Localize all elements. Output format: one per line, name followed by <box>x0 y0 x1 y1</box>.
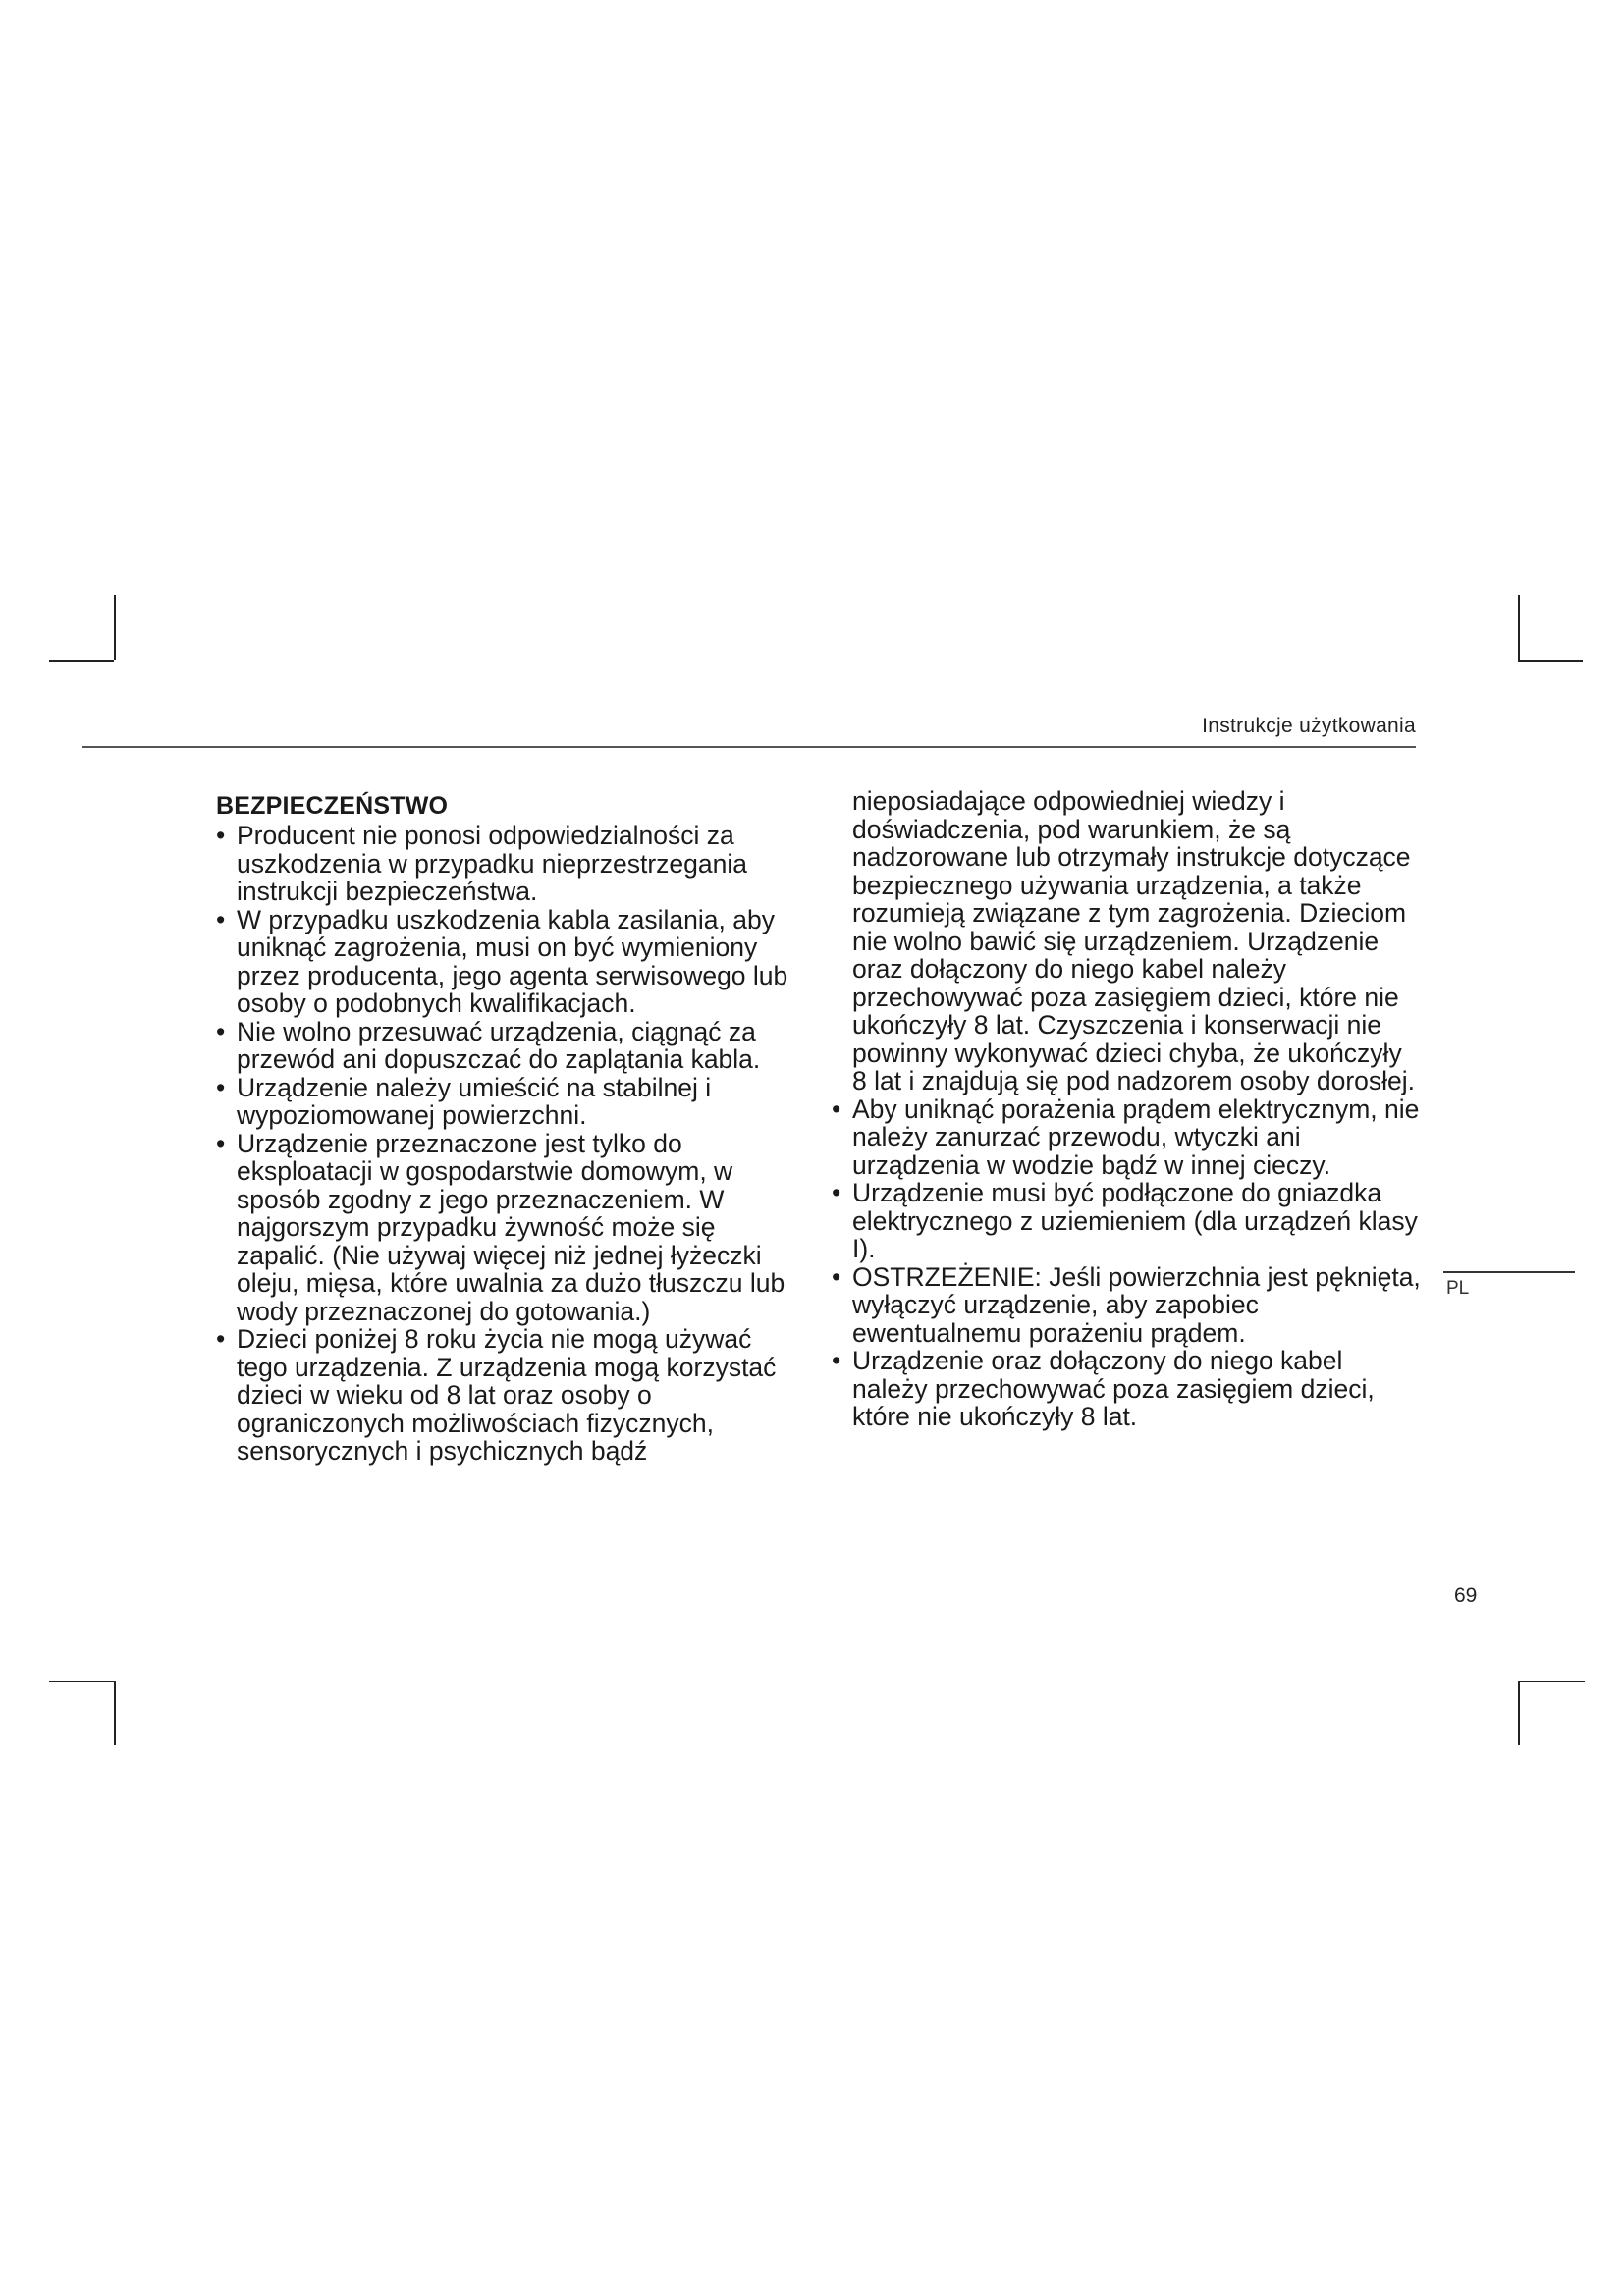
right-column <box>832 787 1421 1431</box>
crop-mark-bottom-left-horizontal <box>49 1681 114 1682</box>
crop-mark-top-right-vertical <box>1518 595 1520 660</box>
list-item: • Producent nie ponosi odpowiedzialności za uszkodzenia w przypadku nieprzestrzegania instrukcji bezpieczeństwa. <box>216 822 805 906</box>
list-item: • Urządzenie przeznaczone jest tylko do eksploatacji w gospodarstwie domowym, w sposób zgodny z jego przeznaczeniem. W najgorszym przypadku żywność może się zapalić. (Nie używaj więcej niż jednej łyżeczki oleju, mięsa, które uwalnia za dużo tłuszczu lub wody przeznaczonej do gotowania.) <box>216 1130 805 1326</box>
language-tab: PL <box>1446 1278 1470 1299</box>
running-header: Instrukcje użytkowania <box>1202 715 1416 737</box>
list-item: • Urządzenie oraz dołączony do niego kabel należy przechowywać poza zasięgiem dzieci, które nie ukończyły 8 lat. <box>832 1347 1421 1431</box>
language-tab-divider <box>1443 1271 1575 1273</box>
crop-mark-top-right-horizontal <box>1518 660 1583 662</box>
list-item: • Dzieci poniżej 8 roku życia nie mogą używać tego urządzenia. Z urządzenia mogą korzystać dzieci w wieku od 8 lat oraz osoby o ograniczonych możliwościach fizycznych, sensorycznych i psychicznych bądź <box>216 1325 805 1466</box>
crop-mark-top-left-vertical <box>114 595 116 660</box>
crop-mark-top-left-horizontal <box>49 660 114 662</box>
list-item-continuation: nieposiadające odpowiedniej wiedzy i doświadczenia, pod warunkiem, że są nadzorowane lub otrzymały instrukcje dotyczące bezpiecznego używania urządzenia, a także rozumieją związane z tym zagrożenia. Dzieciom nie wolno bawić się urządzeniem. Urządzenie oraz dołączony do niego kabel należy przechowywać poza zasięgiem dzieci, które nie ukończyły 8 lat. Czyszczenia i konserwacji nie powinny wykonywać dzieci chyba, że ukończyły 8 lat i znajdują się pod nadzorem osoby dorosłej. <box>852 786 1416 1095</box>
list-item: • W przypadku uszkodzenia kabla zasilania, aby uniknąć zagrożenia, musi on być wymieniony przez producenta, jego agenta serwisowego lub osoby o podobnych kwalifikacjach. <box>216 906 805 1018</box>
list-item: • Aby uniknąć porażenia prądem elektrycznym, nie należy zanurzać przewodu, wtyczki ani urządzenia w wodzie bądź w innej cieczy. <box>832 1095 1421 1180</box>
left-column <box>216 787 805 1466</box>
crop-mark-bottom-right-vertical <box>1518 1681 1520 1745</box>
crop-mark-bottom-left-vertical <box>114 1681 116 1745</box>
list-item: • Urządzenie musi być podłączone do gniazdka elektrycznego z uziemieniem (dla urządzeń klasy I). <box>832 1179 1421 1263</box>
list-item: • OSTRZEŻENIE: Jeśli powierzchnia jest pęknięta, wyłączyć urządzenie, aby zapobiec ewentualnemu porażeniu prądem. <box>832 1263 1421 1348</box>
page-number: 69 <box>1454 1584 1478 1607</box>
section-heading: BEZPIECZEŃSTWO <box>216 792 449 820</box>
left-bullet-list <box>216 822 805 1466</box>
right-bullet-list <box>832 1095 1421 1431</box>
header-divider <box>82 746 1416 748</box>
list-item: • Urządzenie należy umieścić na stabilnej i wypoziomowanej powierzchni. <box>216 1074 805 1130</box>
crop-mark-bottom-right-horizontal <box>1520 1681 1585 1682</box>
list-item: • Nie wolno przesuwać urządzenia, ciągnąć za przewód ani dopuszczać do zaplątania kabla. <box>216 1018 805 1074</box>
